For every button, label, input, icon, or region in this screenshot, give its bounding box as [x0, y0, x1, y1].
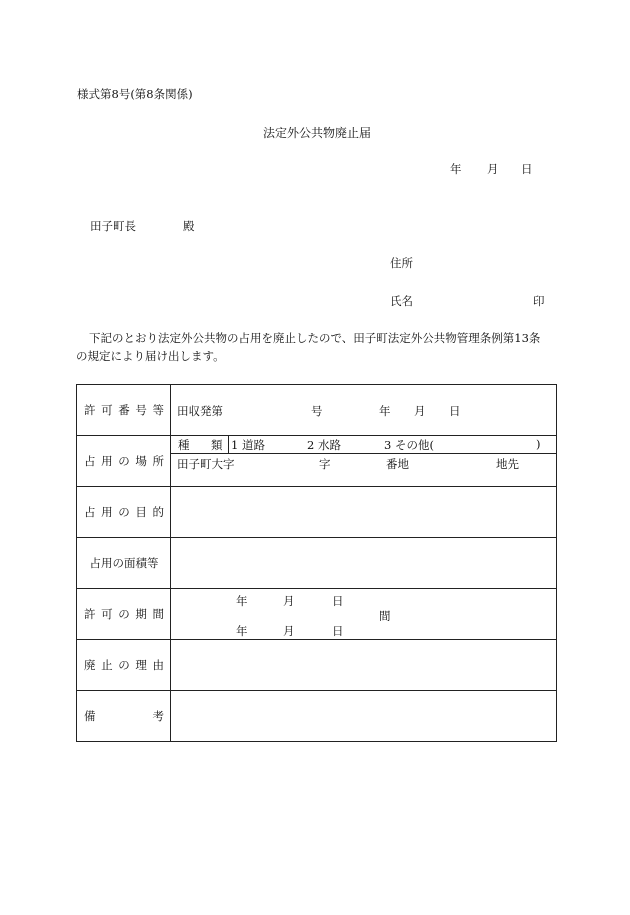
period-end-day: 日 [332, 624, 344, 638]
reason-label: 廃 止 の 理 由 [77, 640, 171, 691]
form-number: 様式第8号(第8条関係) [77, 87, 193, 101]
type-option-road[interactable]: 1 道路 [231, 438, 265, 452]
period-field[interactable] [171, 589, 557, 640]
row-purpose [77, 487, 557, 538]
reason-field[interactable] [171, 640, 557, 691]
chisaki-label: 地先 [496, 457, 519, 471]
type-option-other[interactable]: 3 その他( [384, 438, 434, 452]
address-label: 住所 [390, 256, 413, 270]
period-start-month: 月 [283, 594, 295, 608]
body-text-line-1: 下記のとおり法定外公共物の占用を廃止したので、田子町法定外公共物管理条例第13条 [89, 331, 541, 345]
permit-number-field[interactable] [171, 385, 557, 436]
row-reason [77, 640, 557, 691]
address-prefix: 田子町大字 [177, 457, 235, 471]
location-label: 占 用 の 場 所 [77, 436, 171, 487]
permit-prefix: 田収発第 [177, 404, 223, 418]
period-label: 許 可 の 期 間 [77, 589, 171, 640]
period-end-year: 年 [236, 624, 248, 638]
period-start-year: 年 [236, 594, 248, 608]
type-option-other-close: ) [536, 437, 541, 451]
location-field[interactable] [171, 436, 557, 487]
area-field[interactable] [171, 538, 557, 589]
date-year-label: 年 [450, 162, 462, 176]
row-remarks [77, 691, 557, 742]
document-title: 法定外公共物廃止届 [263, 126, 372, 140]
date-month-label: 月 [487, 162, 499, 176]
body-text-line-2: の規定により届け出します。 [76, 349, 225, 363]
banchi-label: 番地 [386, 457, 409, 471]
row-permit-number [77, 385, 557, 436]
permit-day-label: 日 [449, 404, 461, 418]
permit-number-label: 許 可 番 号 等 [77, 385, 171, 436]
name-label: 氏名 [390, 294, 413, 308]
addressee-name: 田子町長 [90, 219, 136, 233]
location-divider [171, 453, 556, 454]
type-divider [228, 436, 229, 453]
period-end-month: 月 [283, 624, 295, 638]
remarks-label: 備 考 [77, 691, 171, 742]
seal-label: 印 [533, 294, 545, 308]
type-option-waterway[interactable]: 2 水路 [307, 438, 341, 452]
type-label-1: 種 [178, 438, 190, 452]
row-location [77, 436, 557, 487]
permit-number-suffix: 号 [311, 404, 323, 418]
period-start-day: 日 [332, 594, 344, 608]
purpose-field[interactable] [171, 487, 557, 538]
area-label: 占用の面積等 [77, 538, 171, 589]
aza-label: 字 [319, 457, 331, 471]
form-table [76, 384, 557, 742]
period-between: 間 [379, 609, 391, 623]
remarks-field[interactable] [171, 691, 557, 742]
purpose-label: 占 用 の 目 的 [77, 487, 171, 538]
row-area [77, 538, 557, 589]
permit-month-label: 月 [414, 404, 426, 418]
date-day-label: 日 [521, 162, 533, 176]
permit-year-label: 年 [379, 404, 391, 418]
row-period [77, 589, 557, 640]
addressee-honorific: 殿 [183, 219, 195, 233]
type-label-2: 類 [211, 438, 223, 452]
